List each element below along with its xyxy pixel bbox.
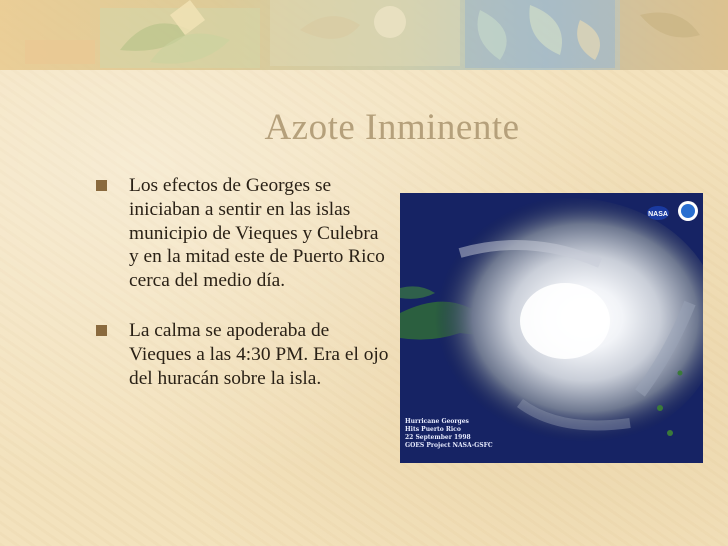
bullet-list [90, 174, 390, 410]
square-bullet-icon [96, 180, 107, 191]
caption-line: GOES Project NASA-GSFC [405, 442, 493, 449]
bullet-text: La calma se apoderaba de Vieques a las 4:30 PM. Era el ojo del huracán sobre la isla. [129, 319, 389, 389]
hurricane-satellite-image [400, 193, 703, 463]
floral-banner [0, 0, 728, 80]
image-caption [405, 418, 493, 450]
square-bullet-icon [96, 325, 107, 336]
caption-line: 22 September 1998 [405, 434, 471, 441]
bullet-text: Los efectos de Georges se iniciaban a sentir en las islas municipio de Vieques y Culebra y en la mitad este de Puerto Rico cerca del medio día. [129, 175, 385, 292]
nasa-logo: NASA [648, 211, 668, 218]
caption-line: Hits Puerto Rico [405, 426, 461, 433]
slide-title: Azote Inminente [264, 107, 520, 148]
bullet-item [90, 174, 390, 293]
caption-line: Hurricane Georges [405, 418, 469, 425]
bullet-item [90, 319, 390, 390]
